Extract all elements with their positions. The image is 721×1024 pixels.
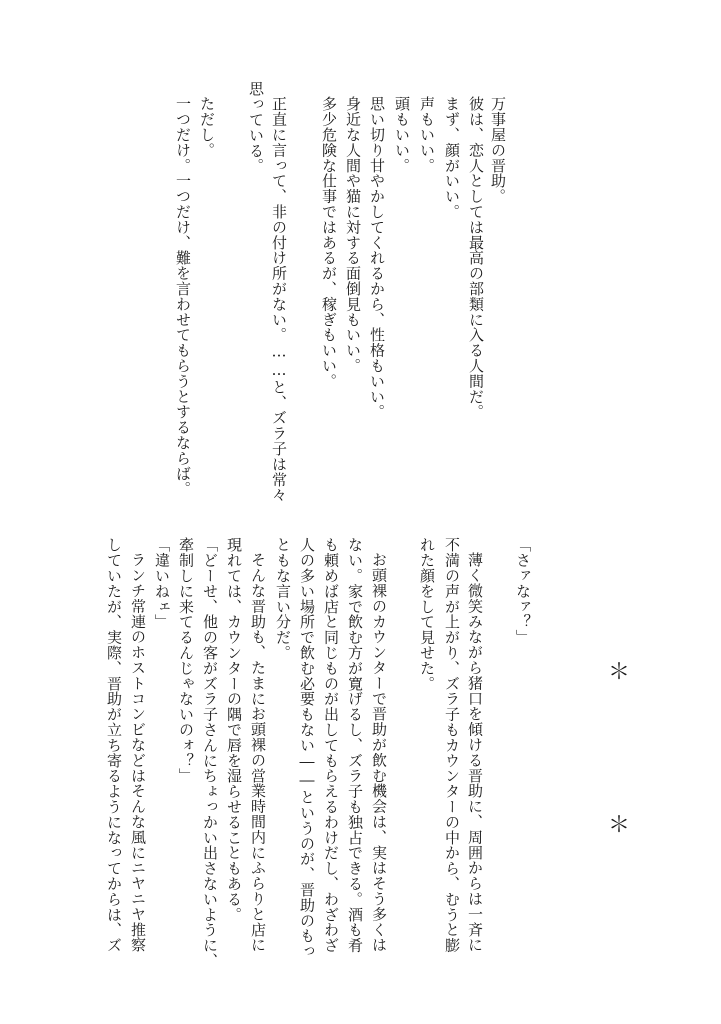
upper-line-12: 一つだけ。一つだけ、難を言わせてもらうとするならば。	[174, 96, 192, 497]
lower-line-4: れた顔をして見せた。	[418, 537, 436, 691]
upper-line-11: ただし。	[198, 96, 216, 158]
lower-line-2: 薄く微笑みながら猪口を傾ける晋助に、周囲からは一斉に	[466, 552, 484, 953]
upper-line-6: 思い切り甘やかしてくれるから、性格もいい。	[368, 96, 386, 420]
lower-line-10: そんな晋助も、たまにお頭裸の営業時間内にふらりと店に	[249, 552, 267, 953]
lower-line-16: していたが、実際、晋助が立ち寄るようになってからは、ズ	[105, 537, 123, 953]
upper-line-4: 声もいい。	[418, 96, 436, 173]
lower-line-11: 現れては、カウンターの隅で唇を湿らせることもある。	[225, 537, 243, 922]
lower-line-13: 牽制しに来てるんじゃないのォ？」	[177, 537, 195, 784]
upper-line-2: 彼は、恋人としては最高の部類に入る人間だ。	[467, 96, 485, 420]
lower-line-6: ない。家で飲む方が寛げるし、ズラ子も独占できる。酒も肴	[346, 537, 364, 953]
scene-separator-mark-2: ＊	[608, 813, 631, 838]
lower-line-5: お頭裸のカウンターで晋助が飲む機会は、実はそう多くは	[370, 552, 388, 953]
upper-line-5: 頭もいい。	[393, 96, 411, 173]
upper-line-10: 思っている。	[247, 81, 265, 174]
scene-separator-mark-1: ＊	[608, 660, 631, 685]
lower-line-7: も頼めば店と同じものが出してもらえるわけだし、わざわざ	[322, 537, 340, 953]
lower-line-12: 「どーせ、他の客がズラ子さんにちょっかい出さないように、	[201, 537, 219, 969]
lower-line-8: 人の多い場所で飲む必要もない――というのが、晋助のもっ	[298, 537, 316, 959]
upper-line-3: まず、顔がいい。	[443, 96, 461, 220]
lower-line-14: 「違いねェ」	[153, 537, 171, 630]
upper-line-1: 万事屋の晋助。	[489, 96, 507, 204]
upper-line-7: 身近な人間や猫に対する面倒見もいい。	[344, 96, 362, 374]
lower-line-3: 不満の声が上がり、ズラ子もカウンターの中から、むうと膨	[443, 537, 461, 953]
lower-line-9: ともな言い分だ。	[274, 537, 292, 661]
lower-line-15: ランチ常連のホストコンビなどはそんな風にニヤニヤ推察	[129, 552, 147, 953]
upper-line-8: 多少危険な仕事ではあるが、稼ぎもいい。	[320, 96, 338, 389]
lower-line-1: 「さァなァ？」	[514, 537, 532, 645]
upper-line-9: 正直に言って、非の付け所がない。……と、ズラ子は常々	[270, 96, 288, 503]
